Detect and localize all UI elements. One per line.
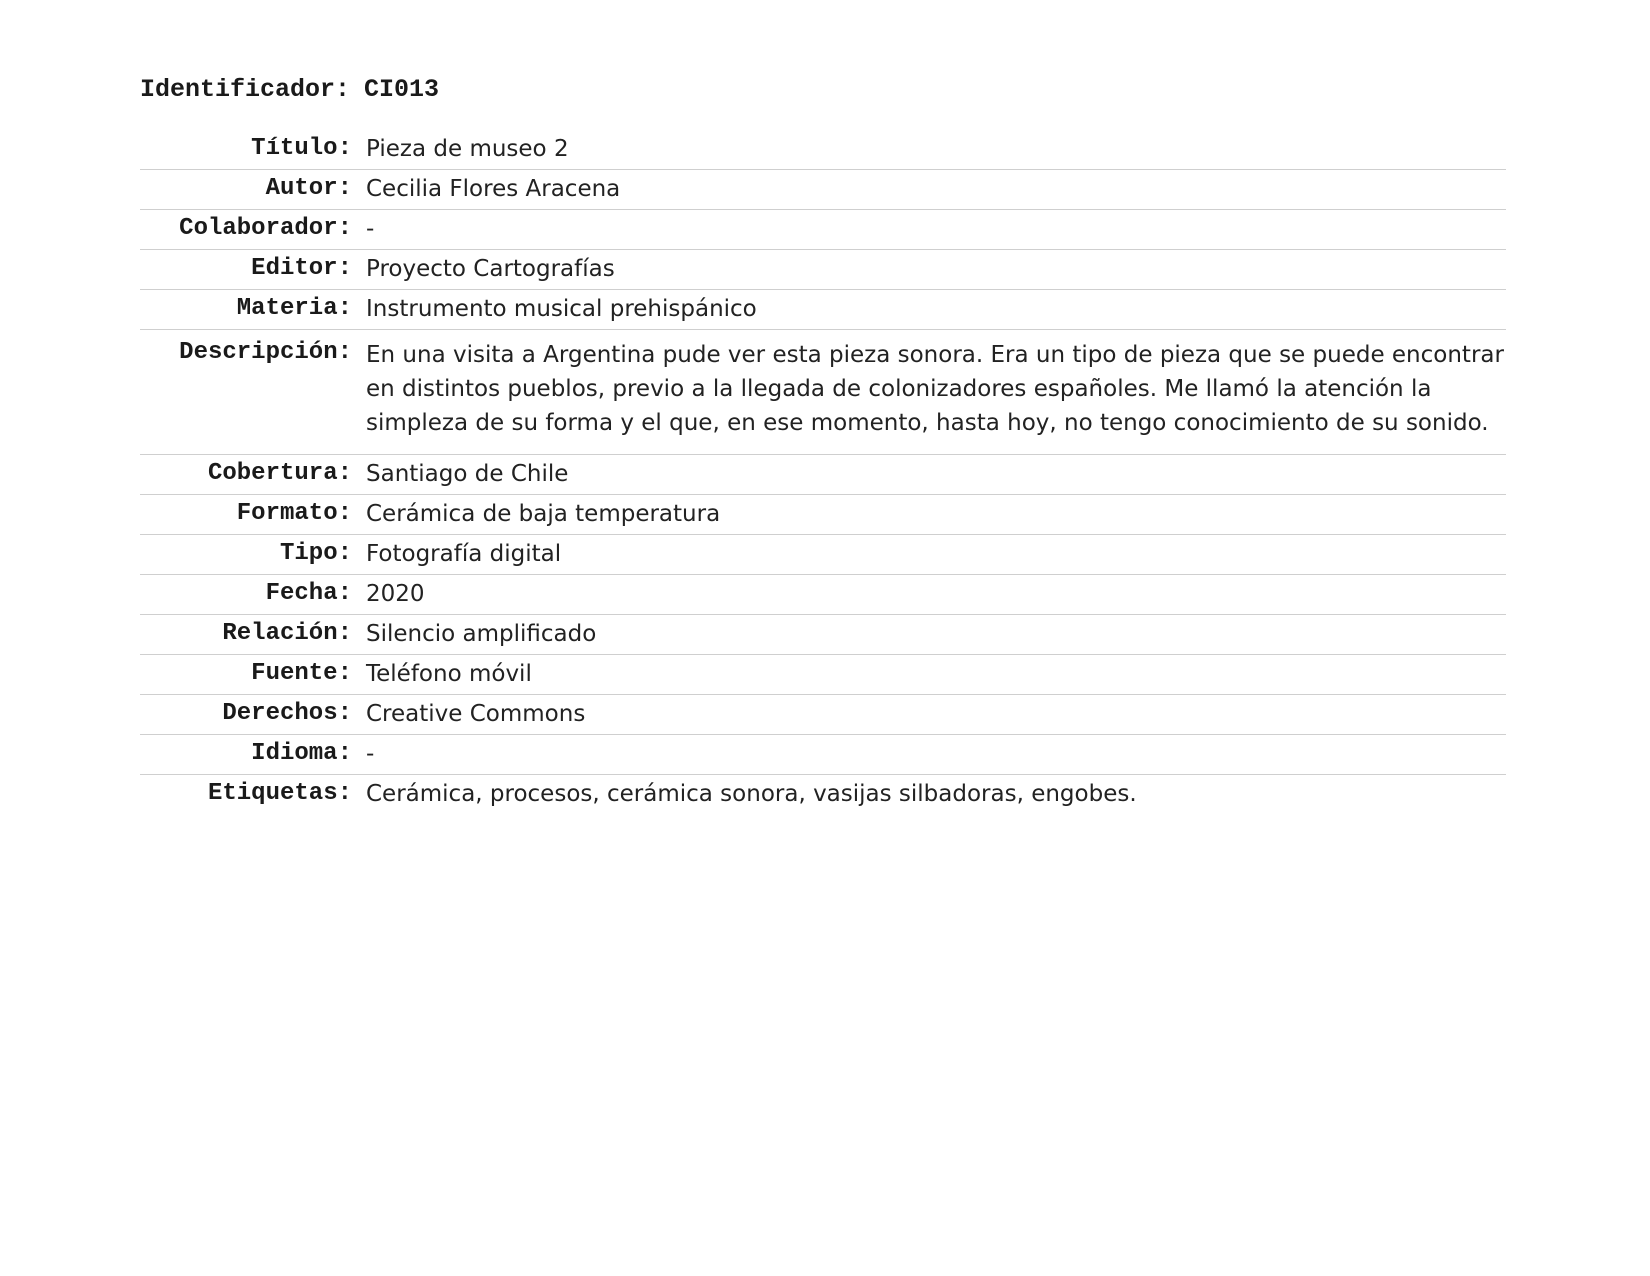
field-label: Fuente: — [251, 660, 352, 687]
field-label: Materia: — [236, 295, 352, 322]
field-value: Creative Commons — [366, 701, 586, 727]
field-label: Formato: — [236, 500, 352, 527]
identifier-label: Identificador: — [140, 75, 351, 104]
field-value: En una visita a Argentina pude ver esta pieza sonora. Era un tipo de pieza que se puede encontrar en distintos pueblos, previo a la llegada de colonizadores españoles. Me llamó la atención la simpleza de su forma y el que, en ese momento, hasta hoy, no tengo conocimiento de su sonido. — [366, 342, 1504, 436]
field-row-formato — [140, 495, 1506, 535]
field-value: Silencio amplificado — [366, 621, 597, 647]
field-label: Tipo: — [279, 540, 352, 567]
identifier-value: CI013 — [364, 75, 440, 104]
field-label: Cobertura: — [207, 460, 352, 487]
field-label: Fecha: — [265, 580, 352, 607]
field-row-titulo — [140, 130, 1506, 170]
field-label: Etiquetas: — [207, 780, 352, 807]
field-label: Colaborador: — [179, 215, 352, 242]
field-value: Cerámica de baja temperatura — [366, 501, 721, 527]
field-label: Descripción: — [179, 339, 352, 366]
field-row-idioma — [140, 735, 1506, 775]
field-row-tipo — [140, 535, 1506, 575]
field-value: Pieza de museo 2 — [366, 136, 569, 162]
field-value: Santiago de Chile — [366, 461, 569, 487]
field-row-derechos — [140, 695, 1506, 735]
field-value: Fotografía digital — [366, 541, 562, 567]
field-value: - — [366, 216, 375, 242]
field-row-autor — [140, 170, 1506, 210]
field-label: Relación: — [222, 620, 352, 647]
field-row-materia — [140, 290, 1506, 330]
field-label: Autor: — [265, 175, 352, 202]
field-value: Proyecto Cartografías — [366, 256, 615, 282]
field-value: 2020 — [366, 581, 425, 607]
field-row-editor — [140, 250, 1506, 290]
metadata-sheet — [140, 70, 1506, 814]
field-label: Idioma: — [251, 740, 352, 767]
field-row-descripcion — [140, 330, 1506, 455]
field-value: Teléfono móvil — [366, 661, 532, 687]
field-label: Derechos: — [222, 700, 352, 727]
field-row-fuente — [140, 655, 1506, 695]
field-row-fecha — [140, 575, 1506, 615]
field-value: Cecilia Flores Aracena — [366, 176, 621, 202]
field-row-etiquetas — [140, 775, 1506, 815]
field-label: Título: — [251, 135, 352, 162]
field-row-relacion — [140, 615, 1506, 655]
field-value: Instrumento musical prehispánico — [366, 296, 757, 322]
field-value: - — [366, 741, 375, 767]
field-row-colaborador — [140, 210, 1506, 250]
field-row-cobertura — [140, 455, 1506, 495]
field-label: Editor: — [251, 255, 352, 282]
metadata-table — [140, 130, 1506, 814]
field-value: Cerámica, procesos, cerámica sonora, vasijas silbadoras, engobes. — [366, 781, 1137, 807]
identifier-line — [140, 70, 1506, 110]
